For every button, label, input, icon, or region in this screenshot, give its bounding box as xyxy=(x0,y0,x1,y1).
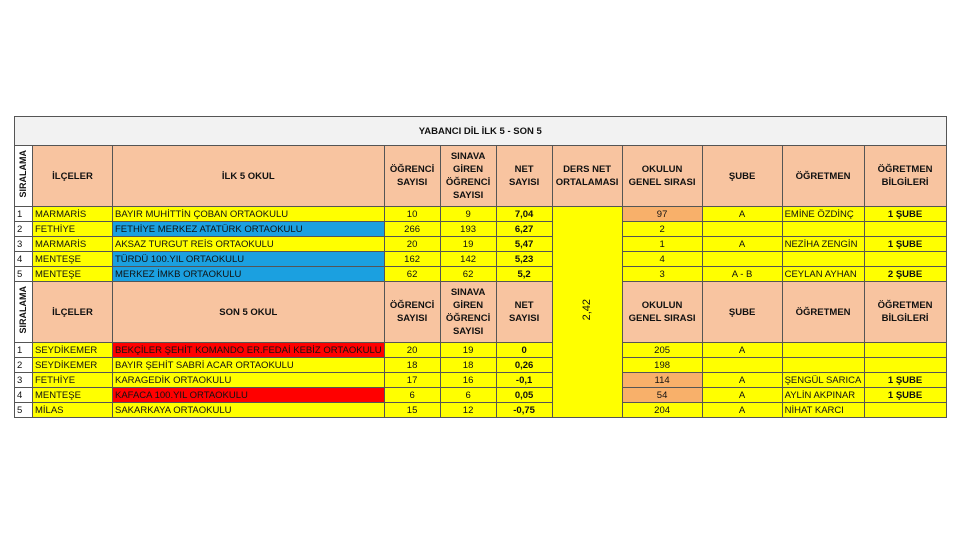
row-rank: 2 xyxy=(15,222,33,237)
header-branch: ŞUBE xyxy=(702,282,782,343)
row-exam-takers: 193 xyxy=(440,222,496,237)
row-teacher: AYLİN AKPINAR xyxy=(782,388,864,403)
row-school-rank: 205 xyxy=(622,343,702,358)
row-teacher: CEYLAN AYHAN xyxy=(782,267,864,282)
table-row xyxy=(15,237,947,252)
header-rank: SIRALAMA xyxy=(15,146,33,207)
row-rank: 5 xyxy=(15,403,33,418)
row-net: 5,2 xyxy=(496,267,552,282)
table-row xyxy=(15,343,947,358)
row-school-rank: 114 xyxy=(622,373,702,388)
row-rank: 2 xyxy=(15,358,33,373)
header-teacher: ÖĞRETMEN xyxy=(782,146,864,207)
course-net-average xyxy=(552,207,622,418)
row-net: 5,47 xyxy=(496,237,552,252)
header-school: SON 5 OKUL xyxy=(113,282,385,343)
row-teacher-info: 1 ŞUBE xyxy=(864,373,946,388)
header-exam-takers: SINAVA GİREN ÖĞRENCİ SAYISI xyxy=(440,282,496,343)
header-teacher-info: ÖĞRETMEN BİLGİLERİ xyxy=(864,146,946,207)
row-net: -0,1 xyxy=(496,373,552,388)
row-school: FETHİYE MERKEZ ATATÜRK ORTAOKULU xyxy=(113,222,385,237)
row-school-rank: 204 xyxy=(622,403,702,418)
row-teacher: EMİNE ÖZDİNÇ xyxy=(782,207,864,222)
row-school: KAFACA 100.YIL ORTAOKULU xyxy=(113,388,385,403)
table-row xyxy=(15,388,947,403)
header-net: NET SAYISI xyxy=(496,146,552,207)
row-school-rank: 97 xyxy=(622,207,702,222)
row-teacher-info xyxy=(864,358,946,373)
row-rank: 4 xyxy=(15,252,33,267)
row-exam-takers: 62 xyxy=(440,267,496,282)
row-district: FETHİYE xyxy=(33,222,113,237)
row-students: 20 xyxy=(384,343,440,358)
row-net: 7,04 xyxy=(496,207,552,222)
header-rank: SIRALAMA xyxy=(15,282,33,343)
row-exam-takers: 142 xyxy=(440,252,496,267)
row-branch xyxy=(702,222,782,237)
row-net: 5,23 xyxy=(496,252,552,267)
row-rank: 1 xyxy=(15,207,33,222)
row-students: 62 xyxy=(384,267,440,282)
row-net: 0 xyxy=(496,343,552,358)
row-rank: 3 xyxy=(15,373,33,388)
row-branch: A - B xyxy=(702,267,782,282)
row-school: BAYIR MUHİTTİN ÇOBAN ORTAOKULU xyxy=(113,207,385,222)
row-students: 266 xyxy=(384,222,440,237)
header-course-net: DERS NET ORTALAMASI xyxy=(552,146,622,207)
row-school: MERKEZ İMKB ORTAOKULU xyxy=(113,267,385,282)
row-school: TÜRDÜ 100.YIL ORTAOKULU xyxy=(113,252,385,267)
top-header-row xyxy=(15,146,947,207)
header-students: ÖĞRENCİ SAYISI xyxy=(384,146,440,207)
header-district: İLÇELER xyxy=(33,146,113,207)
row-district: MENTEŞE xyxy=(33,252,113,267)
table-row xyxy=(15,267,947,282)
row-net: 0,05 xyxy=(496,388,552,403)
row-rank: 5 xyxy=(15,267,33,282)
row-teacher-info: 1 ŞUBE xyxy=(864,207,946,222)
row-rank: 1 xyxy=(15,343,33,358)
row-exam-takers: 9 xyxy=(440,207,496,222)
row-school-rank: 1 xyxy=(622,237,702,252)
row-branch: A xyxy=(702,388,782,403)
row-exam-takers: 19 xyxy=(440,343,496,358)
row-branch: A xyxy=(702,403,782,418)
table-row xyxy=(15,207,947,222)
row-school-rank: 198 xyxy=(622,358,702,373)
header-exam-takers: SINAVA GİREN ÖĞRENCİ SAYISI xyxy=(440,146,496,207)
row-school-rank: 54 xyxy=(622,388,702,403)
row-teacher-info xyxy=(864,343,946,358)
header-school: İLK 5 OKUL xyxy=(113,146,385,207)
row-branch: A xyxy=(702,373,782,388)
table-row xyxy=(15,252,947,267)
row-teacher-info xyxy=(864,403,946,418)
course-net-average-value: 2,42 xyxy=(580,299,593,321)
row-students: 6 xyxy=(384,388,440,403)
table-row xyxy=(15,403,947,418)
row-branch xyxy=(702,358,782,373)
row-teacher xyxy=(782,252,864,267)
header-teacher-info: ÖĞRETMEN BİLGİLERİ xyxy=(864,282,946,343)
row-net: -0,75 xyxy=(496,403,552,418)
row-exam-takers: 6 xyxy=(440,388,496,403)
header-branch: ŞUBE xyxy=(702,146,782,207)
row-exam-takers: 12 xyxy=(440,403,496,418)
row-branch xyxy=(702,252,782,267)
row-district: MARMARİS xyxy=(33,237,113,252)
row-exam-takers: 16 xyxy=(440,373,496,388)
row-teacher-info: 1 ŞUBE xyxy=(864,388,946,403)
row-exam-takers: 18 xyxy=(440,358,496,373)
row-school: KARAGEDİK ORTAOKULU xyxy=(113,373,385,388)
row-students: 162 xyxy=(384,252,440,267)
row-district: SEYDİKEMER xyxy=(33,358,113,373)
header-district: İLÇELER xyxy=(33,282,113,343)
row-school: AKSAZ TURGUT REİS ORTAOKULU xyxy=(113,237,385,252)
row-net: 6,27 xyxy=(496,222,552,237)
header-teacher: ÖĞRETMEN xyxy=(782,282,864,343)
row-school: BEKÇİLER ŞEHİT KOMANDO ER.FEDAİ KEBİZ ORTAOKULU xyxy=(113,343,385,358)
row-students: 20 xyxy=(384,237,440,252)
row-district: MARMARİS xyxy=(33,207,113,222)
row-net: 0,26 xyxy=(496,358,552,373)
row-teacher-info xyxy=(864,222,946,237)
table-row xyxy=(15,222,947,237)
row-school-rank: 4 xyxy=(622,252,702,267)
row-students: 15 xyxy=(384,403,440,418)
header-school-rank: OKULUN GENEL SIRASI xyxy=(622,282,702,343)
ranking-table xyxy=(14,116,947,418)
row-students: 18 xyxy=(384,358,440,373)
row-teacher-info xyxy=(864,252,946,267)
header-students: ÖĞRENCİ SAYISI xyxy=(384,282,440,343)
row-rank: 4 xyxy=(15,388,33,403)
row-teacher xyxy=(782,222,864,237)
bottom-header-row xyxy=(15,282,947,343)
row-branch: A xyxy=(702,237,782,252)
row-teacher: NEZİHA ZENGİN xyxy=(782,237,864,252)
row-school: BAYIR ŞEHİT SABRİ ACAR ORTAOKULU xyxy=(113,358,385,373)
table-row xyxy=(15,358,947,373)
row-branch: A xyxy=(702,343,782,358)
row-school: SAKARKAYA ORTAOKULU xyxy=(113,403,385,418)
table-title: YABANCI DİL İLK 5 - SON 5 xyxy=(15,117,947,146)
header-school-rank: OKULUN GENEL SIRASI xyxy=(622,146,702,207)
row-district: FETHİYE xyxy=(33,373,113,388)
row-school-rank: 3 xyxy=(622,267,702,282)
row-teacher-info: 1 ŞUBE xyxy=(864,237,946,252)
row-teacher: NİHAT KARCI xyxy=(782,403,864,418)
row-students: 10 xyxy=(384,207,440,222)
row-teacher-info: 2 ŞUBE xyxy=(864,267,946,282)
header-net: NET SAYISI xyxy=(496,282,552,343)
table-row xyxy=(15,373,947,388)
row-teacher xyxy=(782,343,864,358)
row-school-rank: 2 xyxy=(622,222,702,237)
row-rank: 3 xyxy=(15,237,33,252)
row-branch: A xyxy=(702,207,782,222)
row-district: MİLAS xyxy=(33,403,113,418)
row-exam-takers: 19 xyxy=(440,237,496,252)
row-students: 17 xyxy=(384,373,440,388)
row-district: SEYDİKEMER xyxy=(33,343,113,358)
row-district: MENTEŞE xyxy=(33,388,113,403)
row-teacher: ŞENGÜL SARICA xyxy=(782,373,864,388)
row-district: MENTEŞE xyxy=(33,267,113,282)
row-teacher xyxy=(782,358,864,373)
